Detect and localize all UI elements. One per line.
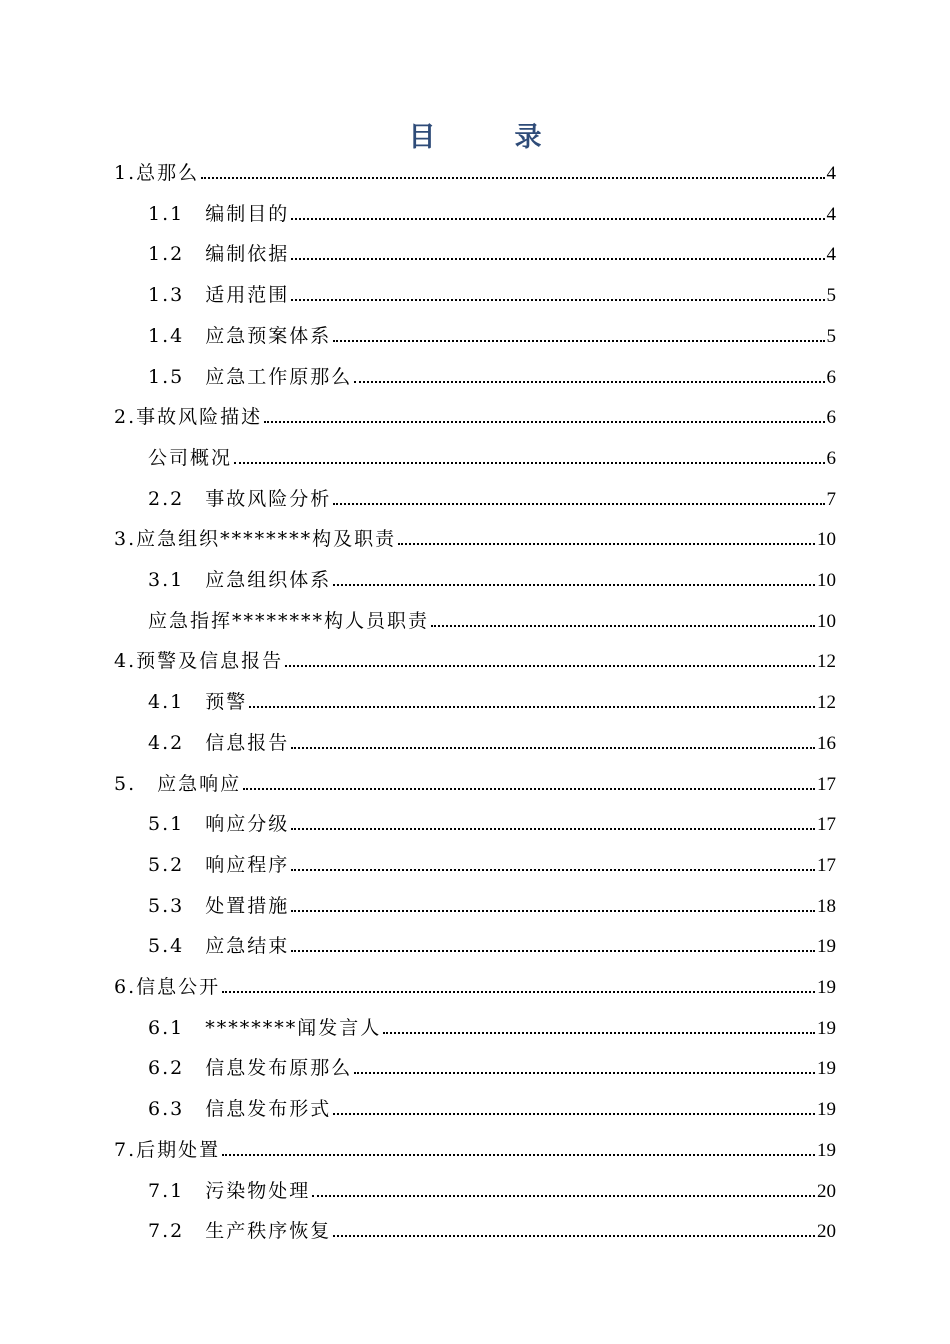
toc-entry-page-number: 12 xyxy=(817,651,836,673)
dot-leader xyxy=(285,664,815,667)
toc-entry-page-number: 17 xyxy=(817,814,836,836)
dot-leader xyxy=(222,990,815,993)
toc-entry[interactable] xyxy=(148,565,836,595)
toc-entry-label: 1.5 应急工作原那么 xyxy=(148,365,353,388)
toc-entry-page-number: 6 xyxy=(826,366,836,388)
toc-entry-page-number: 19 xyxy=(817,1139,836,1161)
dot-leader xyxy=(354,1071,815,1074)
dot-leader xyxy=(291,746,815,749)
toc-entry-page-number: 19 xyxy=(817,977,836,998)
toc-entry-label: 公司概况 xyxy=(148,446,233,469)
toc-entry[interactable] xyxy=(114,769,836,799)
dot-leader xyxy=(431,624,815,627)
toc-entry-page-number: 4 xyxy=(826,244,836,266)
toc-entry[interactable] xyxy=(148,850,836,880)
toc-entry-label: 6.2 信息发布原那么 xyxy=(148,1057,353,1080)
toc-entry-page-number: 19 xyxy=(817,1017,836,1039)
toc-entry-label: 4.1 预警 xyxy=(148,691,248,714)
toc-entry-label: 应急指挥********构人员职责 xyxy=(148,609,430,632)
dot-leader xyxy=(312,1194,815,1197)
toc-entry-label: 6.信息公开 xyxy=(114,976,221,998)
toc-entry-label: 7.后期处置 xyxy=(114,1138,221,1161)
dot-leader xyxy=(291,217,824,220)
dot-leader xyxy=(333,339,824,342)
toc-entry-page-number: 20 xyxy=(817,1221,836,1243)
toc-entry[interactable] xyxy=(114,646,836,676)
toc-entry[interactable] xyxy=(148,931,836,961)
dot-leader xyxy=(291,257,824,260)
toc-entry[interactable] xyxy=(148,1216,836,1246)
dot-leader xyxy=(291,298,824,301)
toc-entry-label: 7.1 污染物处理 xyxy=(148,1179,311,1202)
toc-entry-page-number: 16 xyxy=(817,732,836,754)
toc-entry-label: 7.2 生产秩序恢复 xyxy=(148,1220,332,1243)
toc-entry-page-number: 6 xyxy=(826,407,836,429)
toc-entry-page-number: 17 xyxy=(817,773,836,795)
toc-entry[interactable] xyxy=(114,1135,836,1165)
toc-entry[interactable] xyxy=(148,484,836,514)
toc-entry-label: 5.1 响应分级 xyxy=(148,813,290,836)
toc-entry-label: 3.1 应急组织体系 xyxy=(148,569,332,591)
toc-entry[interactable] xyxy=(148,443,836,473)
toc-entry[interactable] xyxy=(148,1053,836,1083)
toc-entry-page-number: 10 xyxy=(817,529,836,551)
toc-entry-page-number: 4 xyxy=(826,203,836,225)
toc-entry-label: 4.预警及信息报告 xyxy=(114,650,284,673)
dot-leader xyxy=(222,1153,815,1156)
dot-leader xyxy=(333,1234,815,1237)
dot-leader xyxy=(333,502,824,505)
toc-entry-label: 1.1 编制目的 xyxy=(148,202,290,225)
toc-entry[interactable] xyxy=(148,687,836,717)
dot-leader xyxy=(291,909,815,912)
toc-entry-page-number: 20 xyxy=(817,1180,836,1202)
toc-entry-label: 2.2 事故风险分析 xyxy=(148,487,332,510)
toc-entry-label: 1.2 编制依据 xyxy=(148,243,290,266)
toc-entry-label: 1.总那么 xyxy=(114,162,200,184)
dot-leader xyxy=(234,461,824,464)
toc-entry[interactable] xyxy=(148,728,836,758)
toc-entry-page-number: 19 xyxy=(817,1058,836,1080)
toc-entry-label: 1.4 应急预案体系 xyxy=(148,324,332,347)
toc-entry-page-number: 5 xyxy=(826,325,836,347)
toc-entry-page-number: 6 xyxy=(826,447,836,469)
dot-leader xyxy=(243,787,815,790)
dot-leader xyxy=(333,583,815,586)
toc-entry[interactable] xyxy=(148,809,836,839)
toc-entry-page-number: 19 xyxy=(817,1099,836,1121)
toc-entry[interactable] xyxy=(114,158,836,188)
dot-leader xyxy=(291,868,815,871)
toc-entry[interactable] xyxy=(148,1176,836,1206)
toc-entry-label: 2.事故风险描述 xyxy=(114,406,263,429)
dot-leader xyxy=(264,420,824,423)
toc-entry-label: 5.4 应急结束 xyxy=(148,935,290,958)
toc-entry-page-number: 10 xyxy=(817,570,836,591)
dot-leader xyxy=(249,705,815,708)
toc-entry-label: 5.2 响应程序 xyxy=(148,853,290,876)
toc-entry[interactable] xyxy=(148,1094,836,1124)
toc-entry-page-number: 17 xyxy=(817,854,836,876)
toc-entry[interactable] xyxy=(148,239,836,269)
toc-title: 目 录 xyxy=(408,122,568,153)
dot-leader xyxy=(291,827,815,830)
toc-entry-label: 1.3 适用范围 xyxy=(148,284,290,307)
toc-entry-label: 6.1 ********闻发言人 xyxy=(148,1016,382,1039)
toc-entry[interactable] xyxy=(148,280,836,310)
toc-entry[interactable] xyxy=(114,524,836,554)
toc-entry[interactable] xyxy=(148,199,836,229)
toc-entry[interactable] xyxy=(148,606,836,636)
toc-entry[interactable] xyxy=(148,362,836,392)
dot-leader xyxy=(354,380,824,383)
toc-entry-page-number: 18 xyxy=(817,895,836,917)
dot-leader xyxy=(201,176,824,179)
toc-entry-label: 5.3 处置措施 xyxy=(148,894,290,917)
toc-entry-label: 5. 应急响应 xyxy=(114,772,242,795)
toc-entry-page-number: 12 xyxy=(817,692,836,714)
dot-leader xyxy=(398,542,815,545)
toc-entry-page-number: 10 xyxy=(817,610,836,632)
dot-leader xyxy=(333,1112,815,1115)
dot-leader xyxy=(291,949,815,952)
toc-entry[interactable] xyxy=(114,402,836,432)
toc-entry-page-number: 7 xyxy=(826,488,836,510)
toc-entry[interactable] xyxy=(114,972,836,1002)
toc-entry-page-number: 4 xyxy=(826,163,836,184)
toc-entry-label: 6.3 信息发布形式 xyxy=(148,1098,332,1121)
toc-entry[interactable] xyxy=(148,321,836,351)
toc-entry-label: 4.2 信息报告 xyxy=(148,731,290,754)
toc-entry[interactable] xyxy=(148,891,836,921)
dot-leader xyxy=(383,1031,815,1034)
toc-entry-page-number: 5 xyxy=(826,285,836,307)
toc-entry-page-number: 19 xyxy=(817,936,836,958)
toc-entry[interactable] xyxy=(148,1013,836,1043)
toc-entry-label: 3.应急组织********构及职责 xyxy=(114,528,397,551)
